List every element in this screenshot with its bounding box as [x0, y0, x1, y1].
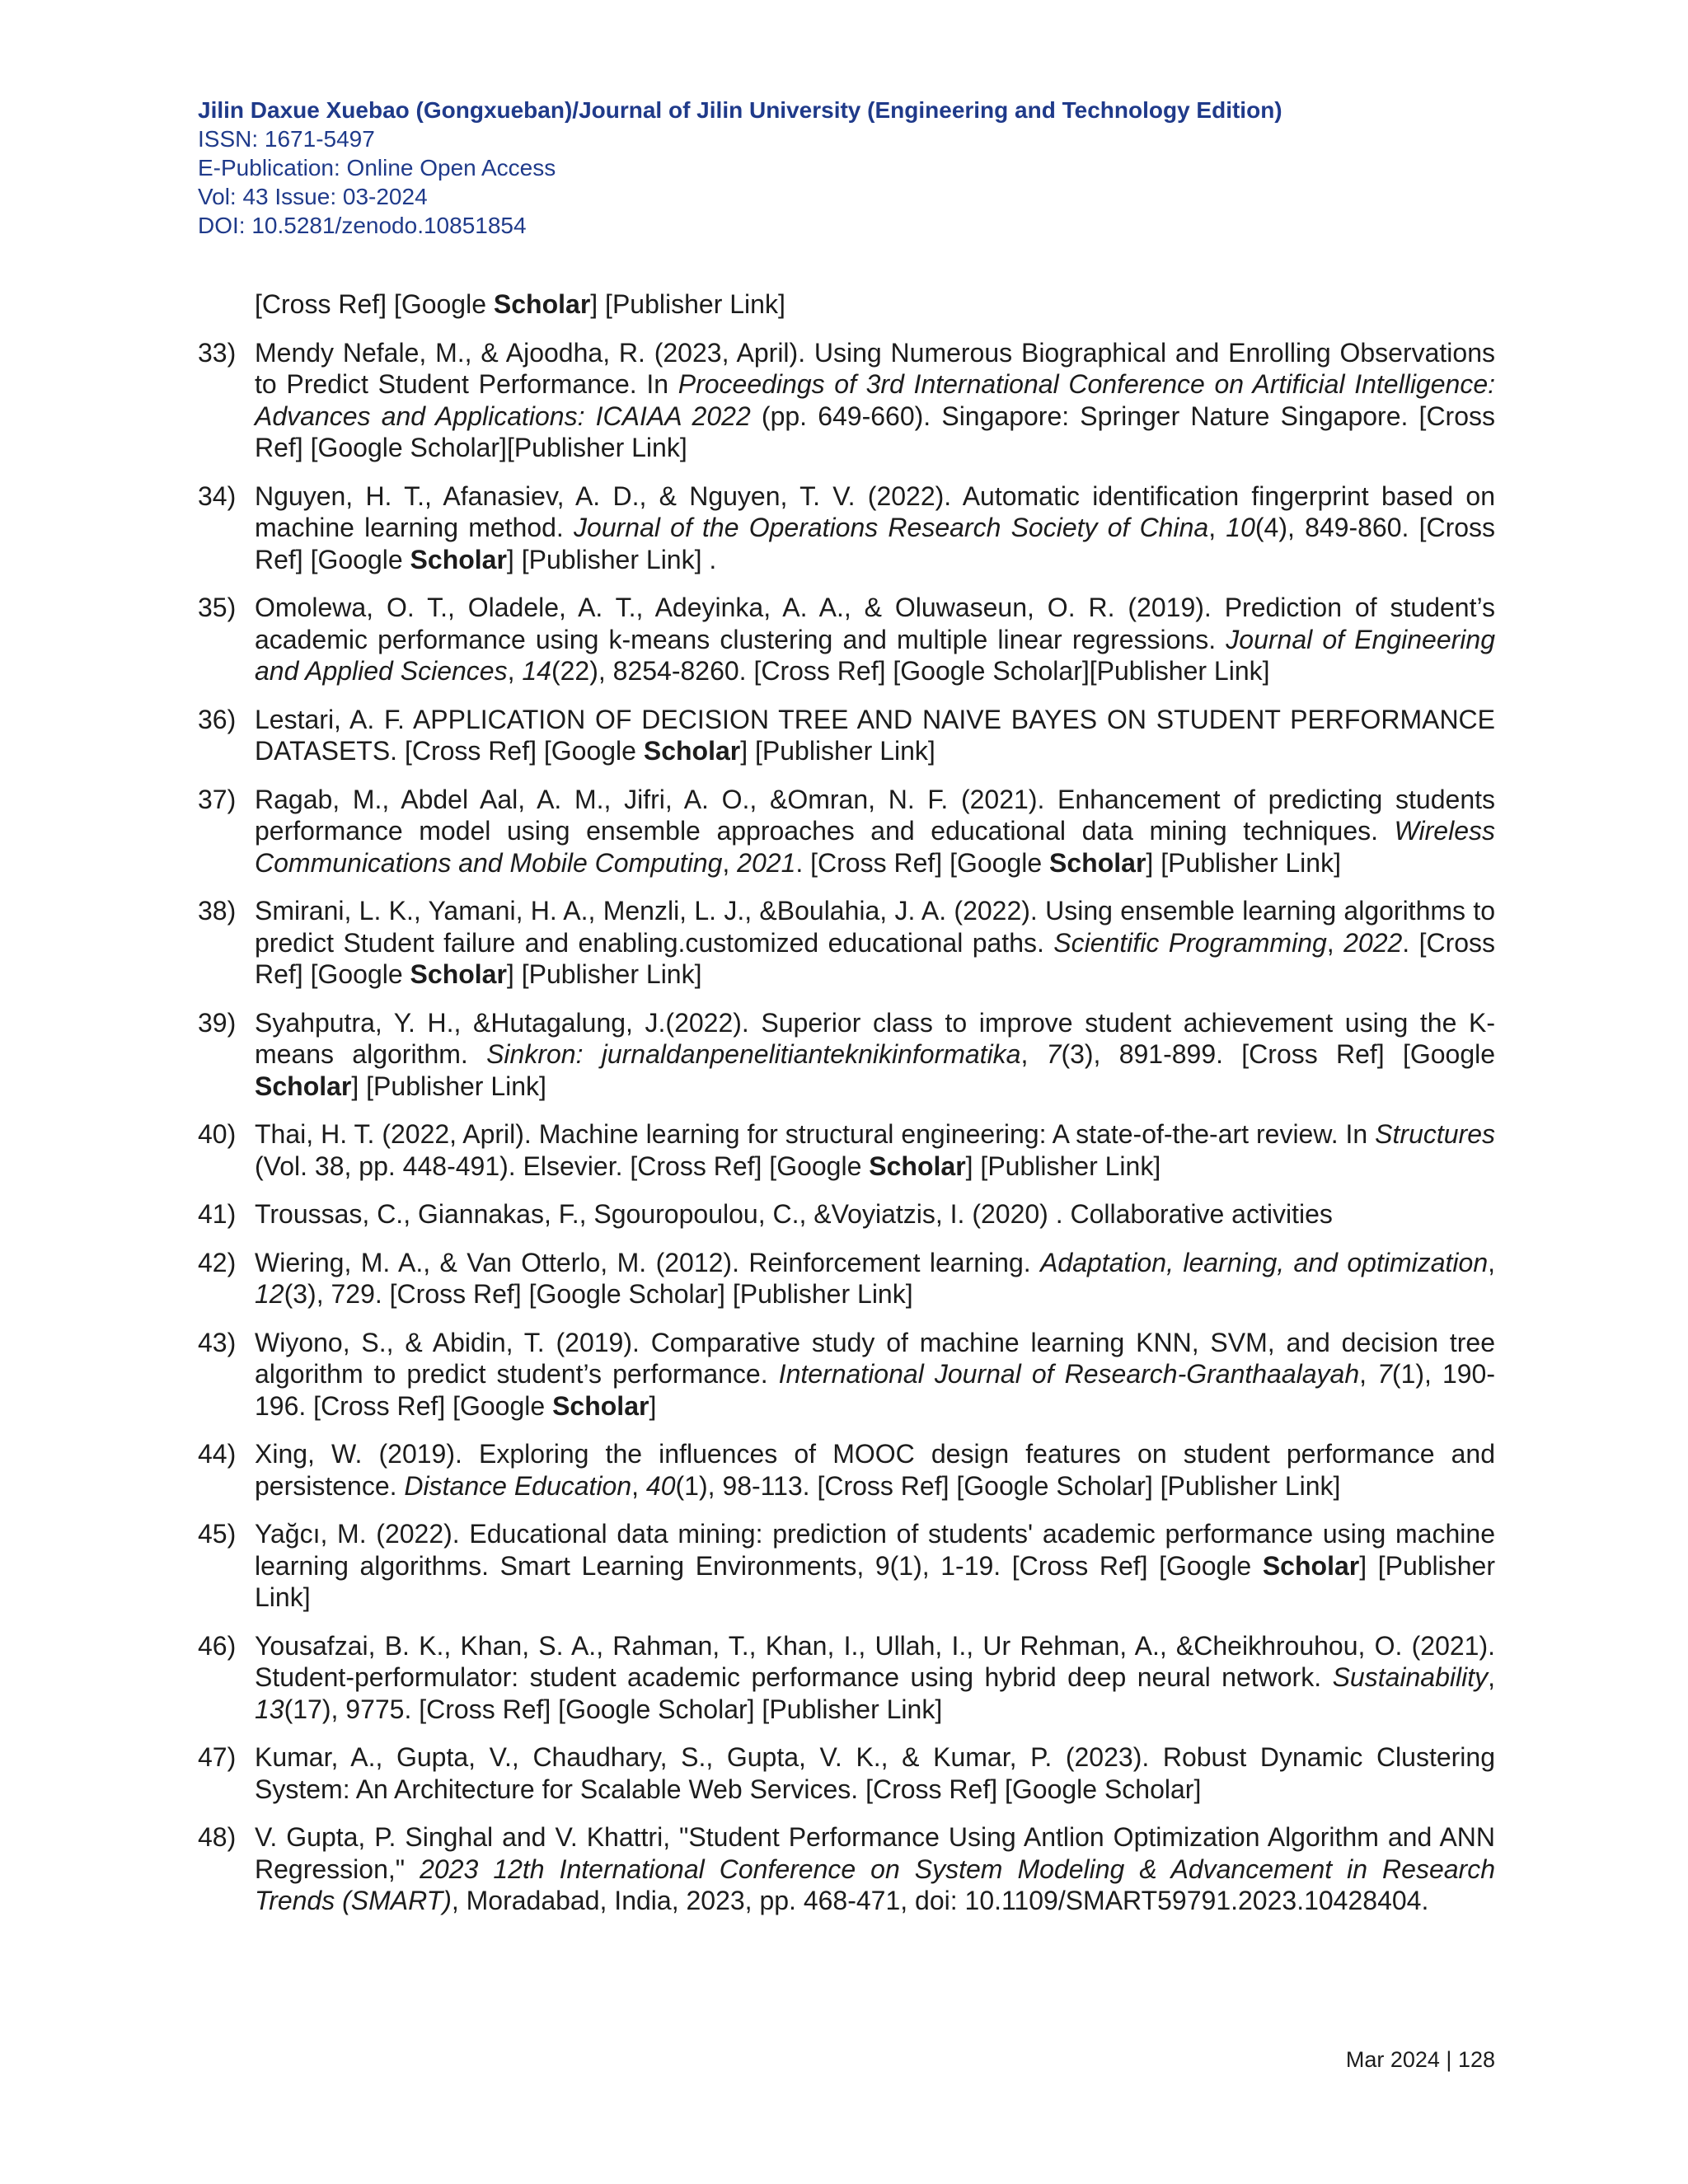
reference-item: [198, 1198, 1495, 1230]
reference-number: 45): [198, 1519, 237, 1549]
italic-text: 2021: [737, 847, 796, 878]
text-run: ] [Publisher Link]: [1146, 847, 1341, 878]
text-run: ] [Publisher Link]: [351, 1071, 546, 1101]
reference-item: [198, 592, 1495, 687]
journal-header: [198, 96, 1517, 240]
doi: DOI: 10.5281/zenodo.10851854: [198, 213, 527, 238]
bold-text: Scholar: [1262, 1550, 1360, 1581]
reference-number: 37): [198, 784, 237, 814]
reference-item: [198, 1438, 1495, 1502]
reference-text: [255, 480, 1495, 576]
reference-text: [255, 784, 1495, 879]
reference-item: [198, 895, 1495, 991]
text-run: Omolewa, O. T., Oladele, A. T., Adeyinka, A. A., & Oluwaseun, O. R. (2019). Prediction of student’s academic performance using k-means clustering and multiple linear regressions.: [255, 593, 1495, 654]
reference-item: [198, 1327, 1495, 1422]
text-run: ] [Publisher Link]: [255, 1550, 1495, 1612]
text-run: ,: [1488, 1662, 1495, 1692]
reference-number: 43): [198, 1327, 237, 1357]
reference-number: 38): [198, 896, 237, 926]
text-run: ] [Publisher Link]: [506, 959, 702, 989]
text-run: Yağcı, M. (2022). Educational data mining: prediction of students' academic performance using machine learning algorithms. Smart Learning Environments, 9(1), 1-19. [Cross Ref] [Google: [255, 1519, 1495, 1581]
reference-item: [198, 1007, 1495, 1103]
text-run: ,: [1208, 513, 1226, 542]
volume-issue: Vol: 43 Issue: 03-2024: [198, 184, 428, 209]
reference-items: [198, 337, 1495, 1917]
text-run: (1), 98-113. [Cross Ref] [Google Scholar] [Publisher Link]: [675, 1470, 1341, 1501]
journal-title: Jilin Daxue Xuebao (Gongxueban)/Journal of Jilin University (Engineering and Technology Edition): [198, 97, 1282, 123]
text-run: Thai, H. T. (2022, April). Machine learning for structural engineering: A state-of-the-art review. In: [255, 1119, 1376, 1149]
bold-text: Scholar: [493, 289, 591, 319]
text-run: Syahputra, Y. H., &Hutagalung, J.(2022). Superior class to improve student achievement using the K-means algorithm.: [255, 1007, 1495, 1069]
bold-text: Scholar: [410, 544, 507, 574]
reference-text: [255, 1118, 1495, 1182]
text-run: (pp. 649-660). Singapore: Springer Nature Singapore. [Cross Ref] [Google Scholar][Publisher Link]: [255, 401, 1496, 462]
reference-number: 48): [198, 1822, 237, 1852]
text-run: (17), 9775. [Cross Ref] [Google Scholar] [Publisher Link]: [284, 1694, 943, 1724]
reference-item: [198, 1821, 1495, 1917]
italic-text: Proceedings of 3rd International Conference on Artificial Intelligence: Advances and Applications: ICAIAA 2022: [255, 369, 1496, 431]
reference-text: [255, 1198, 1495, 1230]
text-run: Troussas, C., Giannakas, F., Sgouropoulou, C., &Voyiatzis, I. (2020) . Collaborative activities: [255, 1199, 1333, 1229]
italic-text: Structures: [1375, 1119, 1495, 1149]
reference-number: 44): [198, 1439, 237, 1469]
reference-text: [255, 704, 1495, 767]
text-run: ,: [1359, 1359, 1378, 1389]
italic-text: 10: [1226, 513, 1255, 542]
reference-text: [255, 1327, 1495, 1422]
reference-number: 39): [198, 1007, 237, 1038]
italic-text: Distance Education: [404, 1470, 632, 1501]
text-run: ] [Publisher Link]: [965, 1151, 1161, 1181]
italic-text: 40: [645, 1470, 676, 1501]
reference-text: [255, 1438, 1495, 1502]
text-run: . [Cross Ref] [Google: [255, 927, 1496, 989]
reference-list: [198, 288, 1495, 1933]
bold-text: Scholar: [552, 1390, 649, 1421]
reference-number: 35): [198, 593, 237, 622]
bold-text: Scholar: [255, 1071, 352, 1101]
italic-text: Adaptation, learning, and optimization: [1040, 1247, 1489, 1277]
text-run: ,: [1020, 1039, 1047, 1069]
text-run: (4), 849-860. [Cross Ref] [Google: [255, 513, 1496, 574]
e-publication: E-Publication: Online Open Access: [198, 155, 556, 180]
text-run: ]: [649, 1390, 657, 1421]
italic-text: Sinkron: jurnaldanpenelitianteknikinformatika: [486, 1039, 1021, 1069]
reference-number: 40): [198, 1119, 237, 1149]
text-run: Yousafzai, B. K., Khan, S. A., Rahman, T., Khan, I., Ullah, I., Ur Rehman, A., &Cheikhrouhou, O. (2021). Student-performulator: student academic performance using hybrid deep neural network.: [255, 1630, 1495, 1692]
italic-text: Journal of Engineering and Applied Sciences: [255, 624, 1496, 686]
text-run: ] [Publisher Link]: [590, 289, 785, 319]
italic-text: 14: [522, 656, 551, 686]
text-run: (1), 190-196. [Cross Ref] [Google: [255, 1359, 1496, 1421]
reference-text: [255, 1007, 1495, 1103]
text-run: ,: [631, 1470, 646, 1501]
bold-text: Scholar: [643, 736, 741, 766]
italic-text: Journal of the Operations Research Society of China: [574, 513, 1209, 542]
reference-text: [255, 1630, 1495, 1726]
reference-text: [255, 1518, 1495, 1614]
reference-item: [198, 1630, 1495, 1726]
italic-text: 2022: [1343, 927, 1403, 958]
text-run: ,: [507, 656, 523, 686]
reference-number: 34): [198, 480, 237, 511]
reference-number: 33): [198, 337, 237, 368]
italic-text: 7: [1046, 1039, 1062, 1069]
text-run: Mendy Nefale, M., & Ajoodha, R. (2023, April). Using Numerous Biographical and Enrolling Observations to Predict Student Performance. In: [255, 337, 1495, 399]
reference-text: [255, 337, 1495, 464]
reference-item: [198, 784, 1495, 879]
issn: ISSN: 1671-5497: [198, 126, 375, 152]
text-run: Kumar, A., Gupta, V., Chaudhary, S., Gupta, V. K., & Kumar, P. (2023). Robust Dynamic Clustering System: An Architecture for Scalable Web Services. [Cross Ref] [Google Scholar]: [255, 1742, 1495, 1804]
italic-text: 2023 12th International Conference on System Modeling & Advancement in Research Trends (SMART): [255, 1854, 1496, 1915]
text-run: ] [Publisher Link] .: [506, 544, 717, 574]
text-run: (22), 8254-8260. [Cross Ref] [Google Scholar][Publisher Link]: [551, 656, 1270, 686]
bold-text: Scholar: [1049, 847, 1146, 878]
reference-item: [198, 480, 1495, 576]
text-run: . [Cross Ref] [Google: [795, 847, 1050, 878]
text-run: Wiyono, S., & Abidin, T. (2019). Comparative study of machine learning KNN, SVM, and decision tree algorithm to predict student’s performance.: [255, 1327, 1495, 1389]
italic-text: Sustainability: [1332, 1662, 1489, 1692]
reference-item: [198, 1741, 1495, 1805]
page-footer: Mar 2024 | 128: [1345, 2047, 1495, 2072]
text-run: ,: [1326, 927, 1344, 958]
reference-number: 36): [198, 704, 237, 734]
italic-text: 13: [255, 1694, 284, 1724]
text-run: , Moradabad, India, 2023, pp. 468-471, doi: 10.1109/SMART59791.2023.10428404.: [451, 1886, 1429, 1915]
reference-item: [198, 1518, 1495, 1614]
text-run: [Cross Ref] [Google: [255, 289, 494, 319]
reference-text: [255, 1741, 1495, 1805]
reference-item: [198, 704, 1495, 767]
text-run: Ragab, M., Abdel Aal, A. M., Jifri, A. O., &Omran, N. F. (2021). Enhancement of predicting students performance model using ensemble approaches and educational data mining techniques.: [255, 784, 1495, 846]
text-run: (3), 729. [Cross Ref] [Google Scholar] [Publisher Link]: [284, 1279, 913, 1309]
reference-item: [198, 1118, 1495, 1182]
text-run: (Vol. 38, pp. 448-491). Elsevier. [Cross Ref] [Google: [255, 1151, 870, 1181]
text-run: ] [Publisher Link]: [740, 736, 935, 766]
reference-number: 42): [198, 1247, 237, 1277]
reference-number: 41): [198, 1199, 237, 1229]
text-run: Lestari, A. F. APPLICATION OF DECISION TREE AND NAIVE BAYES ON STUDENT PERFORMANCE DATASETS. [Cross Ref] [Google: [255, 704, 1495, 766]
reference-item: [198, 1247, 1495, 1310]
text-run: ,: [1488, 1247, 1496, 1277]
italic-text: Scientific Programming: [1053, 927, 1327, 958]
text-run: Wiering, M. A., & Van Otterlo, M. (2012). Reinforcement learning.: [255, 1247, 1041, 1277]
reference-continuation: [198, 288, 1495, 321]
bold-text: Scholar: [410, 959, 507, 989]
text-run: V. Gupta, P. Singhal and V. Khattri, "Student Performance Using Antlion Optimization Algorithm and ANN Regression,": [255, 1822, 1495, 1884]
reference-number: 47): [198, 1742, 237, 1772]
text-run: ,: [722, 847, 738, 878]
italic-text: International Journal of Research-Granthaalayah: [778, 1359, 1360, 1389]
text-run: (3), 891-899. [Cross Ref] [Google: [1061, 1039, 1496, 1069]
reference-text: [255, 1247, 1495, 1310]
reference-item: [198, 337, 1495, 464]
text-run: Smirani, L. K., Yamani, H. A., Menzli, L. J., &Boulahia, J. A. (2022). Using ensemble learning algorithms to predict Student failure and enabling.customized educational paths.: [255, 896, 1495, 958]
text-run: Xing, W. (2019). Exploring the influences of MOOC design features on student performance and persistence.: [255, 1439, 1495, 1501]
reference-text: [255, 895, 1495, 991]
italic-text: 7: [1377, 1359, 1392, 1389]
italic-text: 12: [255, 1279, 284, 1309]
bold-text: Scholar: [869, 1151, 966, 1181]
reference-number: 46): [198, 1630, 237, 1661]
reference-text: [255, 1821, 1495, 1917]
italic-text: Wireless Communications and Mobile Computing: [255, 816, 1495, 878]
text-run: Nguyen, H. T., Afanasiev, A. D., & Nguyen, T. V. (2022). Automatic identification fingerprint based on machine learning method.: [255, 480, 1495, 542]
reference-text: [255, 592, 1495, 687]
